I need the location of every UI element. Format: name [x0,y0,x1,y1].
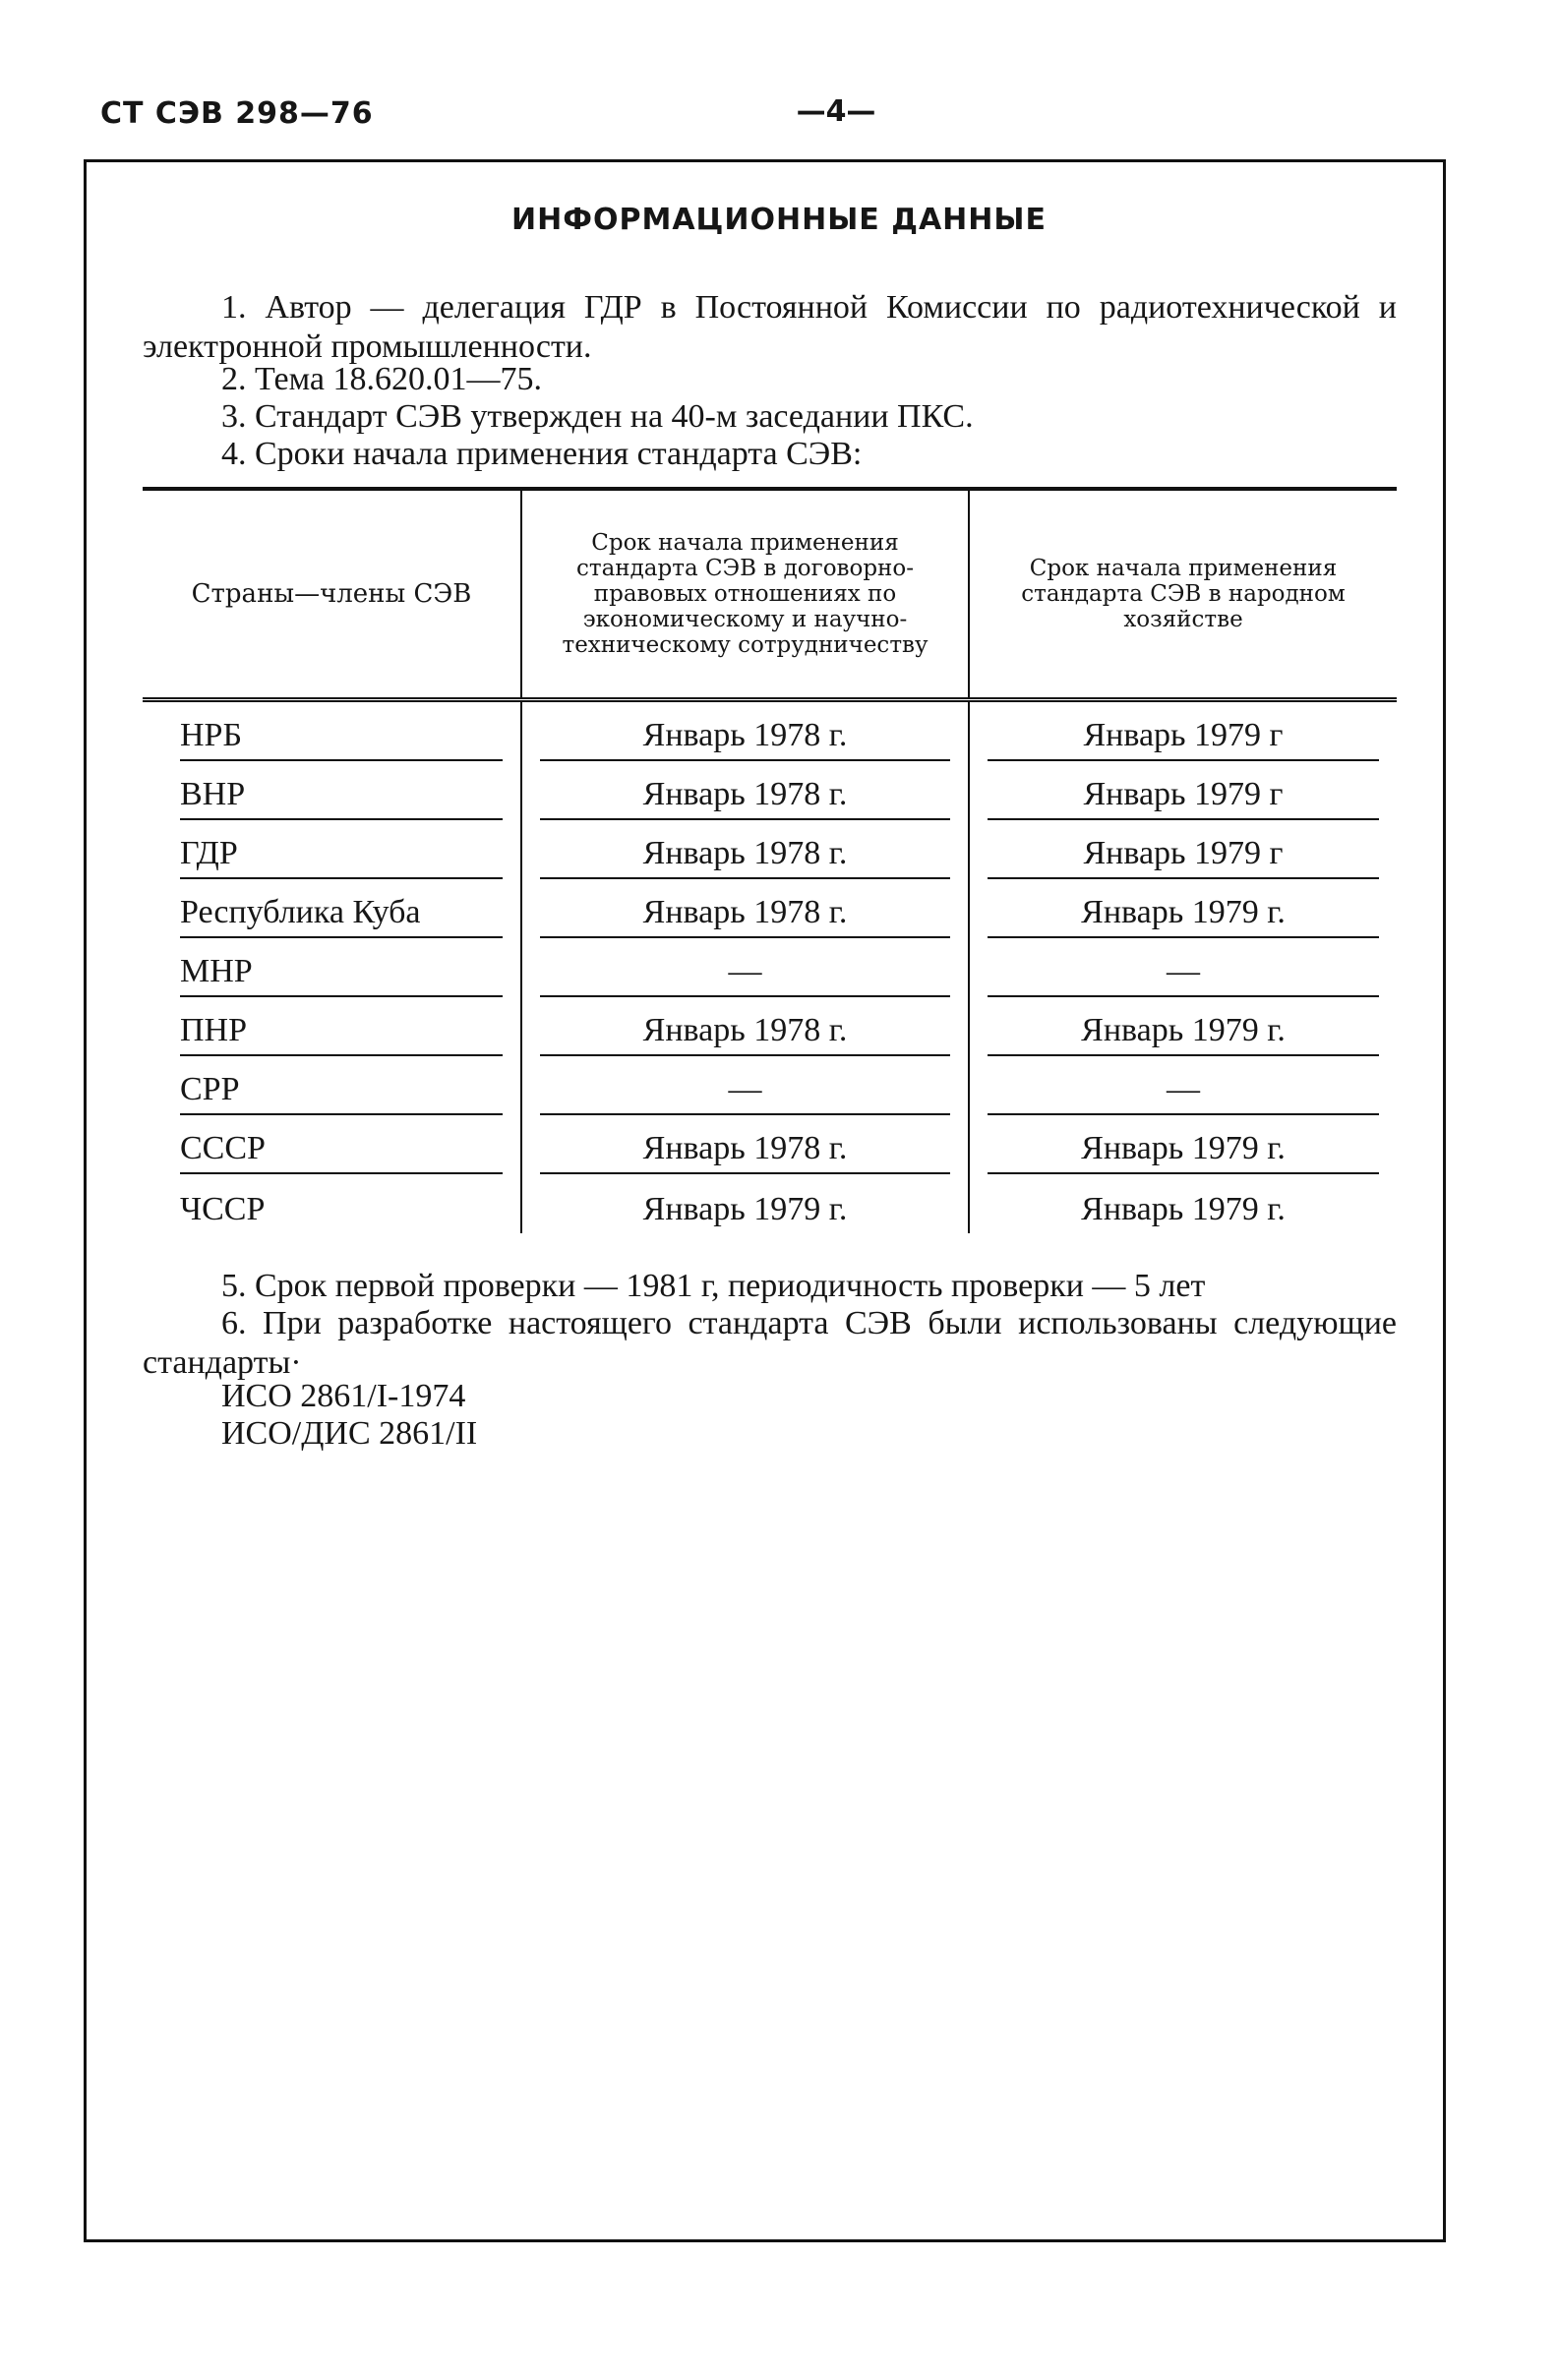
item-review [143,1267,1397,1306]
cell-contract-date [521,1174,969,1233]
cell-contract-date [521,997,969,1056]
cell-economy-date [969,820,1397,879]
item-dates-text: 4. Сроки начала применения стандарта СЭВ: [221,436,863,472]
column-header-contract-date: Срок начала применения стандарта СЭВ в договорно-правовых отношениях по экономическому и научно-техническому сотрудничеству [521,489,969,700]
document-code: СТ СЭВ 298—76 [100,96,374,131]
section-title: ИНФОРМАЦИОННЫЕ ДАННЫЕ [511,203,1047,237]
table-row [143,938,1397,997]
cell-country-text: МНР [180,952,503,997]
cell-contract-date-text: — [540,1070,950,1115]
cell-economy-date-text: — [988,1070,1379,1115]
item-references [143,1304,1397,1383]
page-number: —4— [796,94,876,129]
cell-country-text: ПНР [180,1011,503,1056]
column-header-country: Страны—члены СЭВ [143,489,521,700]
cell-country-text: ГДР [180,834,503,879]
table-row [143,1174,1397,1233]
cell-economy-date [969,879,1397,938]
cell-economy-date-text: Январь 1979 г. [1081,1191,1286,1227]
cell-country-text: НРБ [180,716,503,761]
cell-economy-date-text: Январь 1979 г [988,775,1379,820]
reference-standard: ИСО/ДИС 2861/II [221,1415,478,1452]
cell-country [143,1056,521,1115]
item-dates [143,435,1397,474]
cell-contract-date [521,938,969,997]
cell-contract-date [521,1056,969,1115]
cell-country-text: СРР [180,1070,503,1115]
cell-country [143,700,521,762]
cell-economy-date [969,1174,1397,1233]
cell-country [143,761,521,820]
table-row [143,1115,1397,1174]
cell-economy-date [969,761,1397,820]
item-review-text: 5. Срок первой проверки — 1981 г, периодичность проверки — 5 лет [221,1268,1206,1304]
cell-economy-date-text: Январь 1979 г. [988,1011,1379,1056]
cell-economy-date-text: — [988,952,1379,997]
cell-contract-date [521,1115,969,1174]
cell-country-text: Республика Куба [180,893,503,938]
cell-contract-date-text: — [540,952,950,997]
item-approval [143,397,1397,437]
table-header-row [143,489,1397,700]
column-header-economy-date: Срок начала применения стандарта СЭВ в народном хозяйстве [969,489,1397,700]
table-row [143,997,1397,1056]
table-body [143,700,1397,1234]
table-row [143,761,1397,820]
cell-country-text: СССР [180,1129,503,1174]
cell-country [143,879,521,938]
cell-contract-date-text: Январь 1978 г. [540,893,950,938]
cell-country [143,820,521,879]
cell-economy-date [969,700,1397,762]
table-row [143,820,1397,879]
table-row [143,879,1397,938]
cell-contract-date-text: Январь 1978 г. [540,775,950,820]
cell-economy-date-text: Январь 1979 г. [988,893,1379,938]
item-approval-text: 3. Стандарт СЭВ утвержден на 40-м заседании ПКС. [221,398,974,435]
cell-contract-date-text: Январь 1979 г. [642,1191,848,1227]
cell-country [143,1174,521,1233]
cell-contract-date-text: Январь 1978 г. [540,834,950,879]
cell-economy-date [969,1115,1397,1174]
cell-contract-date-text: Январь 1978 г. [540,716,950,761]
cell-contract-date [521,700,969,762]
table-row [143,1056,1397,1115]
item-topic [143,360,1397,399]
cell-contract-date [521,820,969,879]
dates-table [143,487,1397,1233]
cell-country [143,938,521,997]
reference-standard: ИСО 2861/I-1974 [221,1378,466,1414]
cell-economy-date [969,997,1397,1056]
cell-country-text: ВНР [180,775,503,820]
cell-economy-date [969,1056,1397,1115]
cell-economy-date-text: Январь 1979 г. [988,1129,1379,1174]
cell-economy-date-text: Январь 1979 г [988,716,1379,761]
cell-country-text: ЧССР [180,1191,266,1227]
cell-economy-date [969,938,1397,997]
table-row [143,700,1397,762]
cell-country [143,1115,521,1174]
cell-country [143,997,521,1056]
cell-contract-date-text: Январь 1978 г. [540,1129,950,1174]
cell-contract-date [521,761,969,820]
item-references-text: 6. При разработке настоящего стандарта СЭВ были использованы следующие стандарты· [143,1305,1397,1381]
cell-contract-date [521,879,969,938]
cell-economy-date-text: Январь 1979 г [988,834,1379,879]
item-topic-text: 2. Тема 18.620.01—75. [221,361,542,397]
item-author-text: 1. Автор — делегация ГДР в Постоянной Комиссии по радиотехнической и электронной промышленности. [143,289,1397,365]
cell-contract-date-text: Январь 1978 г. [540,1011,950,1056]
item-author [143,288,1397,367]
